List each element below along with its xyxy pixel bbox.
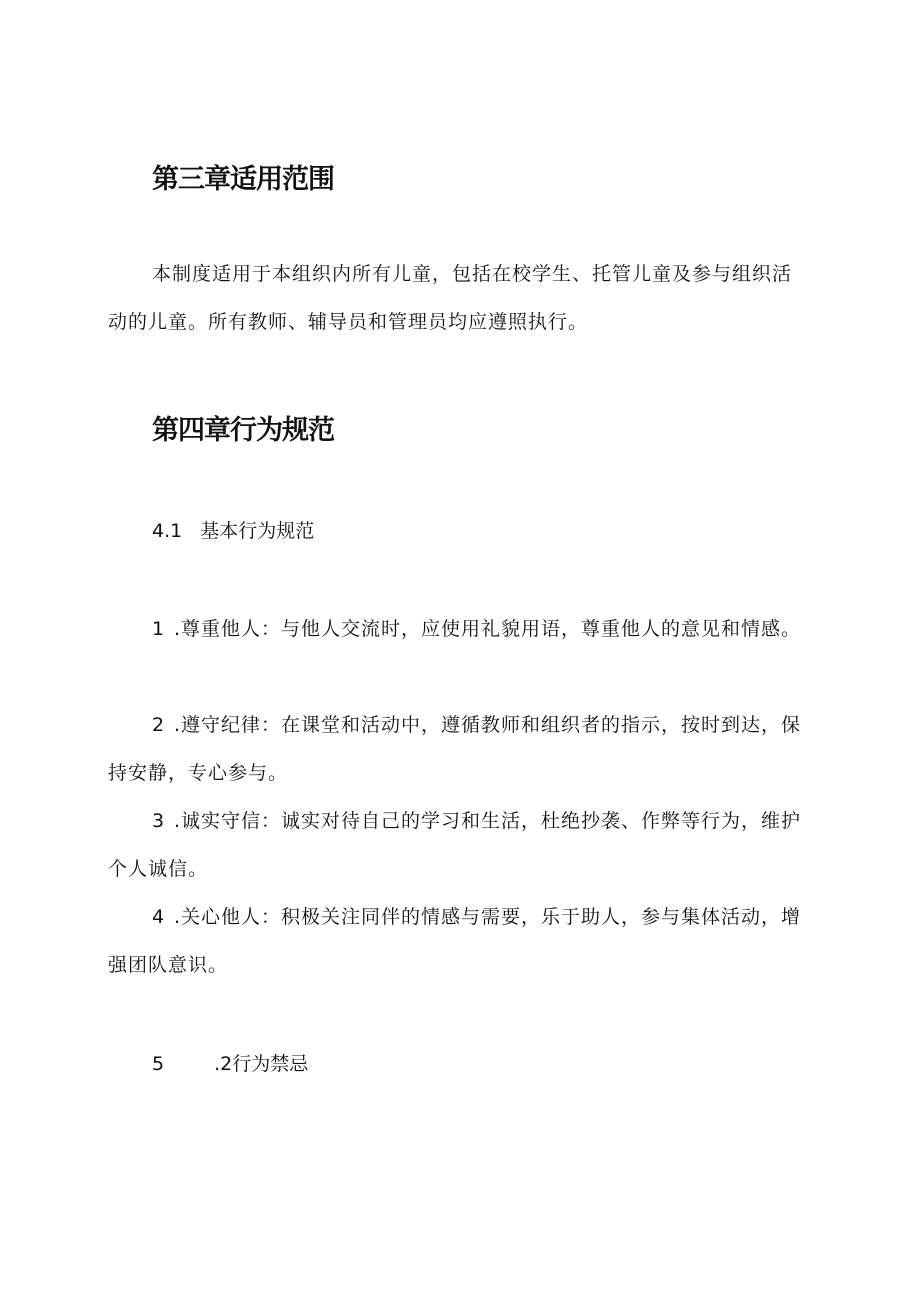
section-4-1-heading xyxy=(152,519,314,543)
list-item-text: .诚实守信：诚实对待自己的学习和生活，杜绝抄袭、作弊等行为，维护个人诚信。 xyxy=(108,810,802,880)
chapter-3-paragraph xyxy=(108,250,808,346)
list-item xyxy=(108,893,814,989)
section-4-1-number: 4.1 xyxy=(152,520,183,542)
list-item-number: 3 xyxy=(152,810,166,832)
list-item-number: 1 xyxy=(152,618,166,640)
list-item-number: 2 xyxy=(152,714,166,736)
chapter-3-paragraph-text: 本制度适用于本组织内所有儿童，包括在校学生、托管儿童及参与组织活动的儿童。所有教师、辅导员和管理员均应遵照执行。 xyxy=(108,263,793,333)
list-item-text: .关心他人：积极关注同伴的情感与需要，乐于助人，参与集体活动，增强团队意识。 xyxy=(108,906,802,976)
list-item-number: 4 xyxy=(152,906,166,928)
list-item-text: .尊重他人：与他人交流时，应使用礼貌用语，尊重他人的意见和情感。 xyxy=(174,618,802,640)
list-item xyxy=(108,605,814,653)
section-4-2-heading xyxy=(152,1052,308,1076)
list-item xyxy=(108,701,814,797)
section-4-2-number: 5 xyxy=(152,1053,165,1075)
chapter-4-heading: 第四章行为规范 xyxy=(152,415,334,446)
section-4-2-title: .2行为禁忌 xyxy=(214,1053,309,1075)
list-item xyxy=(108,797,814,893)
section-4-1-title: 基本行为规范 xyxy=(200,520,315,542)
list-item-text: .遵守纪律：在课堂和活动中，遵循教师和组织者的指示，按时到达，保持安静，专心参与。 xyxy=(108,714,802,784)
chapter-3-heading: 第三章适用范围 xyxy=(152,164,334,195)
